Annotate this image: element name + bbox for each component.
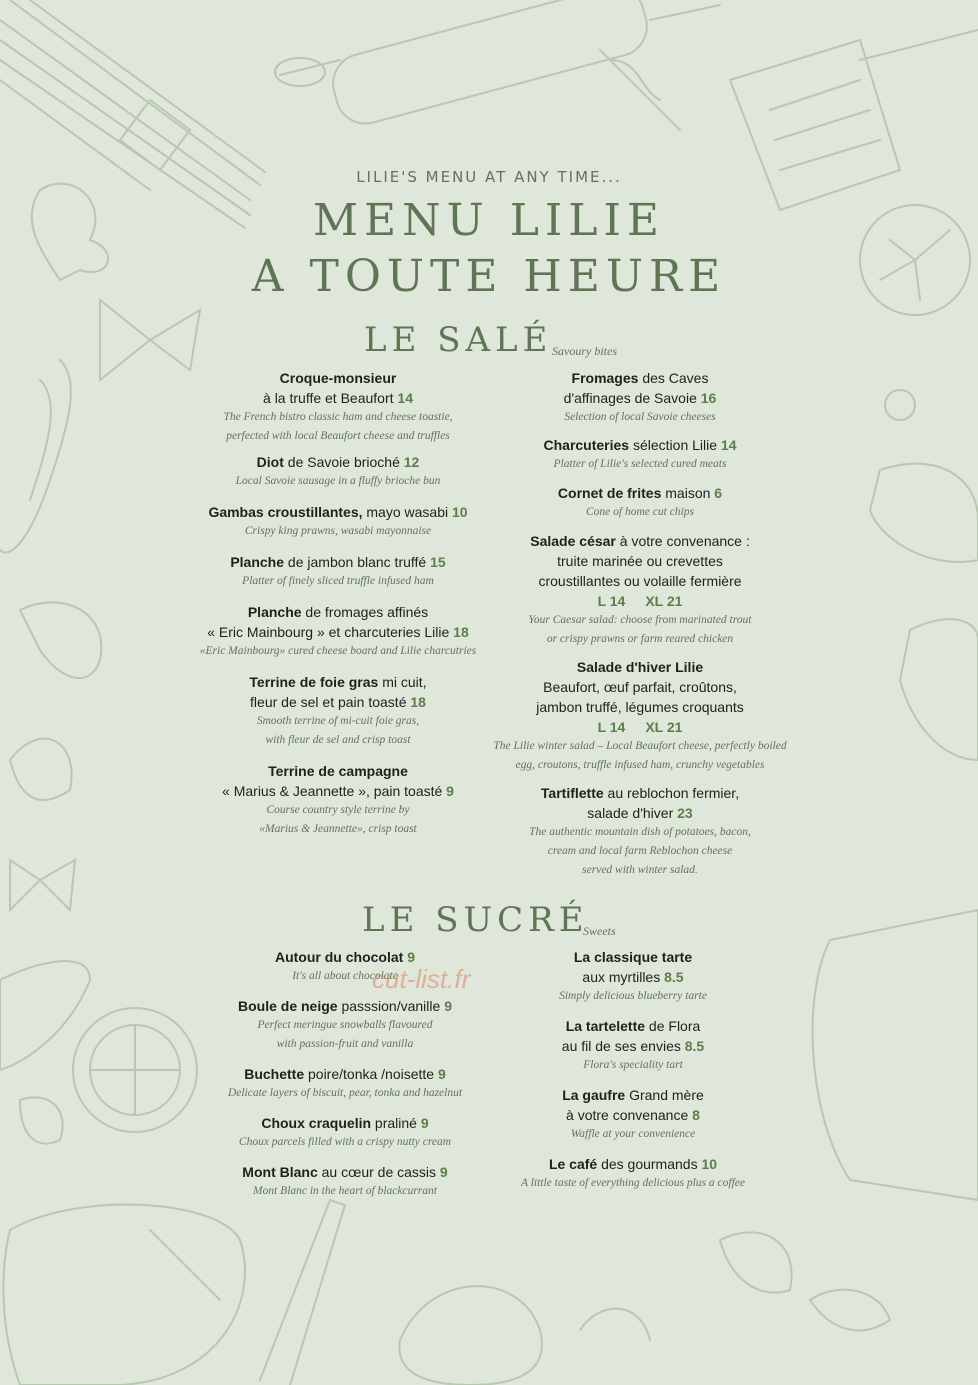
item-detail: des gourmands — [597, 1156, 698, 1172]
savoury-right-column — [490, 368, 790, 880]
menu-item — [170, 552, 506, 591]
item-description: Crispy king prawns, wasabi mayonnaise — [244, 525, 432, 537]
item-detail: aux myrtilles — [582, 969, 661, 985]
item-detail: passsion/vanille — [337, 998, 441, 1014]
item-description: Your Caesar salad: choose from marinated trout — [528, 614, 752, 626]
item-name: Autour du chocolat — [274, 949, 404, 965]
item-description: served with winter salad. — [582, 864, 698, 876]
item-price: 15 — [430, 554, 446, 570]
item-name: Croque-monsieur — [279, 370, 397, 386]
menu-item — [490, 657, 790, 775]
mushroom-illustration — [870, 390, 978, 760]
sweets-section-subheading: Sweets — [583, 924, 616, 938]
item-price: 9 — [420, 1115, 429, 1131]
item-price: 16 — [700, 390, 717, 406]
item-name: Charcuteries — [543, 437, 630, 453]
item-price: 9 — [439, 1164, 448, 1180]
item-price: 10 — [451, 504, 468, 520]
cutting-board-illustration — [813, 910, 978, 1200]
item-detail: « Eric Mainbourg » et charcuteries Lilie — [207, 624, 450, 640]
item-detail: poire/tonka /noisette — [304, 1066, 435, 1082]
item-detail: de jambon blanc truffé — [284, 554, 427, 570]
tomato-slice-illustration — [73, 1008, 197, 1132]
item-detail: Beaufort, œuf parfait, croûtons, — [543, 679, 737, 695]
menu-item — [170, 502, 506, 541]
item-description: cream and local farm Reblochon cheese — [547, 845, 733, 857]
item-description: egg, croutons, truffle infused ham, crunchy vegetables — [515, 759, 765, 771]
menu-item — [490, 483, 790, 522]
chili-pepper-illustration — [0, 360, 71, 552]
knife-illustration — [260, 1200, 345, 1385]
item-detail: des Caves — [638, 370, 709, 386]
item-detail: sélection Lilie — [629, 437, 718, 453]
item-name: Salade césar — [530, 533, 616, 549]
item-detail: à la truffe et Beaufort — [263, 390, 394, 406]
tagline: LILIE'S MENU AT ANY TIME... — [356, 168, 622, 186]
item-name: La gaufre — [562, 1087, 626, 1103]
watermark: cut-list.fr — [372, 964, 471, 994]
item-detail: mayo wasabi — [362, 504, 449, 520]
item-detail: mi cuit, — [378, 674, 427, 690]
item-description: Choux parcels filled with a crispy nutty cream — [238, 1136, 452, 1148]
item-name: Boule de neige — [238, 998, 338, 1014]
menu-item — [190, 1064, 500, 1103]
size-l-price: L 14 — [597, 719, 626, 735]
item-name: Choux craquelin — [261, 1115, 372, 1131]
item-description: «Eric Mainbourg» cured cheese board and Lilie charcutries — [199, 645, 477, 657]
menu-item — [170, 602, 506, 661]
item-detail: de Savoie brioché — [283, 454, 400, 470]
menu-item — [490, 783, 790, 880]
item-detail: de Flora — [645, 1018, 701, 1034]
item-name: Le café — [548, 1156, 598, 1172]
item-description: The Lilie winter salad – Local Beaufort cheese, perfectly boiled — [493, 740, 787, 752]
item-name: Planche — [230, 554, 285, 570]
item-price: 9 — [444, 998, 452, 1014]
rolling-pin-illustration — [275, 0, 720, 130]
item-price: 12 — [403, 454, 420, 470]
menu-item — [490, 1016, 776, 1075]
menu-item — [170, 452, 506, 491]
menu-item — [490, 368, 790, 427]
item-price: 18 — [410, 694, 426, 710]
item-price: 8.5 — [664, 969, 684, 985]
menu-item — [490, 1085, 776, 1144]
item-price: 8.5 — [684, 1038, 705, 1054]
item-detail: à votre convenance — [566, 1107, 689, 1123]
item-description: A little taste of everything delicious plus a coffee — [521, 1177, 745, 1189]
garlic-bulb-illustration — [399, 1286, 650, 1385]
item-detail: « Marius & Jeannette », pain toasté — [222, 783, 443, 799]
item-description: Selection of local Savoie cheeses — [564, 411, 716, 423]
item-detail: de fromages affinés — [301, 604, 429, 620]
item-description: Course country style terrine by — [266, 804, 410, 816]
item-name: La tartelette — [565, 1018, 646, 1034]
item-name: Planche — [247, 604, 302, 620]
item-description: Delicate layers of biscuit, pear, tonka and hazelnut — [227, 1087, 463, 1099]
item-detail: d'affinages de Savoie — [563, 390, 697, 406]
item-price: 14 — [397, 390, 413, 406]
menu-item — [490, 1154, 776, 1193]
item-name: Gambas croustillantes, — [208, 504, 363, 520]
page-title-line2: A TOUTE HEURE — [251, 251, 727, 302]
item-detail: fleur de sel et pain toasté — [250, 694, 407, 710]
page-title-line1: MENU LILIE — [312, 195, 666, 246]
menu-item — [170, 368, 506, 446]
size-xl-price: XL 21 — [645, 593, 683, 609]
savoury-left-column — [170, 368, 506, 839]
item-detail: maison — [661, 485, 711, 501]
menu-item — [190, 1113, 500, 1152]
item-name: Terrine de campagne — [268, 763, 408, 779]
item-description: Smooth terrine of mi-cuit foie gras, — [256, 715, 420, 727]
item-description: Mont Blanc in the heart of blackcurrant — [253, 1185, 437, 1197]
item-description: Simply delicious blueberry tarte — [559, 990, 707, 1002]
menu-item — [490, 435, 790, 474]
item-name: Buchette — [244, 1066, 305, 1082]
menu-item — [170, 761, 506, 839]
item-description: Local Savoie sausage in a fluffy brioche bun — [235, 475, 441, 487]
item-detail: Grand mère — [625, 1087, 704, 1103]
item-description: Cone of home cut chips — [586, 506, 694, 518]
size-xl-price: XL 21 — [645, 719, 683, 735]
item-description: The French bistro classic ham and cheese toastie, — [223, 411, 453, 423]
item-price: 9 — [446, 783, 454, 799]
pasta-twist-illustration — [600, 50, 680, 130]
item-price: 6 — [714, 485, 723, 501]
item-name: Mont Blanc — [242, 1164, 318, 1180]
item-description: Waffle at your convenience — [570, 1128, 696, 1140]
item-detail: à votre convenance : — [615, 533, 750, 549]
item-description: perfected with local Beaufort cheese and truffles — [226, 430, 450, 442]
sweets-right-column — [490, 947, 776, 1193]
item-name: Diot — [256, 454, 284, 470]
item-description: The authentic mountain dish of potatoes, bacon, — [529, 826, 751, 838]
item-price: 23 — [677, 805, 693, 821]
item-name: Cornet de frites — [557, 485, 662, 501]
item-detail: au fil de ses envies — [561, 1038, 681, 1054]
savoury-section-heading: LE SALÉ — [364, 320, 553, 360]
item-price: 14 — [720, 437, 737, 453]
menu-item — [490, 531, 790, 649]
item-description: Platter of finely sliced truffle infused ham — [242, 575, 434, 587]
mortar-pestle-illustration — [3, 1205, 245, 1385]
savoury-section-subheading: Savoury bites — [552, 344, 617, 358]
item-price: 8 — [692, 1107, 700, 1123]
item-detail: salade d'hiver — [587, 805, 674, 821]
item-price: 9 — [437, 1066, 446, 1082]
item-description: with fleur de sel and crisp toast — [265, 734, 411, 746]
item-detail: jambon truffé, légumes croquants — [536, 699, 744, 715]
item-name: Tartiflette — [540, 785, 604, 801]
menu-item — [190, 996, 500, 1054]
item-description: Platter of Lilie's selected cured meats — [553, 458, 727, 470]
item-detail: truite marinée ou crevettes — [557, 553, 723, 569]
item-description: Flora's speciality tart — [583, 1059, 683, 1071]
sweets-section-heading: LE SUCRÉ — [362, 900, 589, 940]
menu-item — [190, 1162, 500, 1201]
item-detail: au reblochon fermier, — [603, 785, 740, 801]
garlic-clove-illustration — [20, 602, 101, 678]
item-price: 10 — [701, 1156, 718, 1172]
item-description: It's all about chocolate — [292, 970, 398, 982]
item-name: Salade d'hiver Lilie — [576, 659, 704, 675]
item-detail: praliné — [371, 1115, 417, 1131]
item-detail: croustillantes ou volaille fermière — [538, 573, 742, 589]
item-price: 9 — [407, 949, 415, 965]
item-description: Perfect meringue snowballs flavoured — [257, 1019, 433, 1031]
item-price: 18 — [453, 624, 469, 640]
item-description: or crispy prawns or farm reared chicken — [546, 633, 734, 645]
size-l-price: L 14 — [597, 593, 626, 609]
item-name: Terrine de foie gras — [249, 674, 379, 690]
item-name: La classique tarte — [573, 949, 693, 965]
item-description: «Marius & Jeannette», crisp toast — [259, 823, 417, 835]
item-description: with passion-fruit and vanilla — [276, 1038, 414, 1050]
item-detail: au cœur de cassis — [317, 1164, 437, 1180]
menu-item — [490, 947, 776, 1006]
item-name: Fromages — [571, 370, 639, 386]
